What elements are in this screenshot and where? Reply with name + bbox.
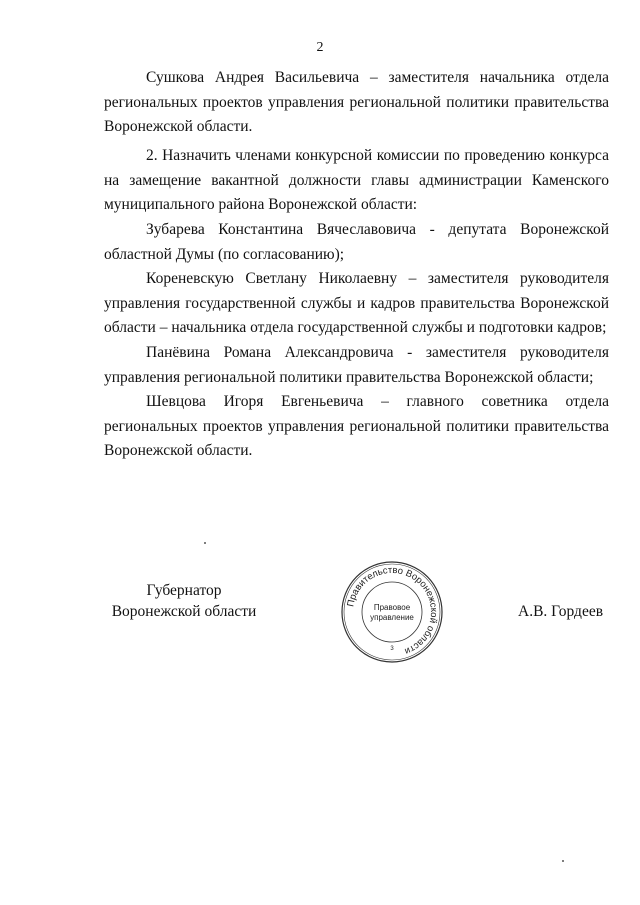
- signatory-position: [104, 580, 264, 622]
- paragraph-6: Шевцова Игоря Евгеньевича – главного советника отдела региональных проектов управления региональной политики правительства Воронежской области.: [104, 393, 609, 459]
- paragraph-2: 2. Назначить членами конкурсной комиссии по проведению конкурса на замещение вакантной должности главы администрации Каменского муниципального района Воронежской области:: [104, 147, 609, 213]
- paragraph-1: Сушкова Андрея Васильевича – заместителя начальника отдела региональных проектов управления региональной политики правительства Воронежской области.: [104, 69, 609, 135]
- paragraph-5: Панёвина Романа Александровича - заместителя руководителя управления региональной политики правительства Воронежской области;: [104, 344, 609, 386]
- stamp-center-line1: Правовое: [373, 603, 411, 612]
- stamp-center-line2: управление: [370, 613, 414, 622]
- page-number: 2: [316, 40, 324, 55]
- scan-speck: [562, 860, 564, 862]
- stamp-number: 3: [390, 646, 394, 652]
- paragraph-4: Кореневскую Светлану Николаевну – заместителя руководителя управления государственной службы и кадров правительства Воронежской области – начальника отдела государственной службы и подготовки кадров;: [104, 270, 609, 336]
- signatory-position-line1: Губернатор: [146, 582, 222, 599]
- paragraph-3: Зубарева Константина Вячеславовича - депутата Воронежской областной Думы (по согласованию);: [104, 221, 609, 263]
- stamp-ring-text: Правительство Воронежской области: [345, 564, 440, 657]
- scan-speck: [204, 542, 206, 544]
- signatory-name: А.В. Гордеев: [518, 603, 604, 620]
- legal-department-stamp: [340, 560, 444, 664]
- signatory-position-line2: Воронежской области: [111, 603, 257, 620]
